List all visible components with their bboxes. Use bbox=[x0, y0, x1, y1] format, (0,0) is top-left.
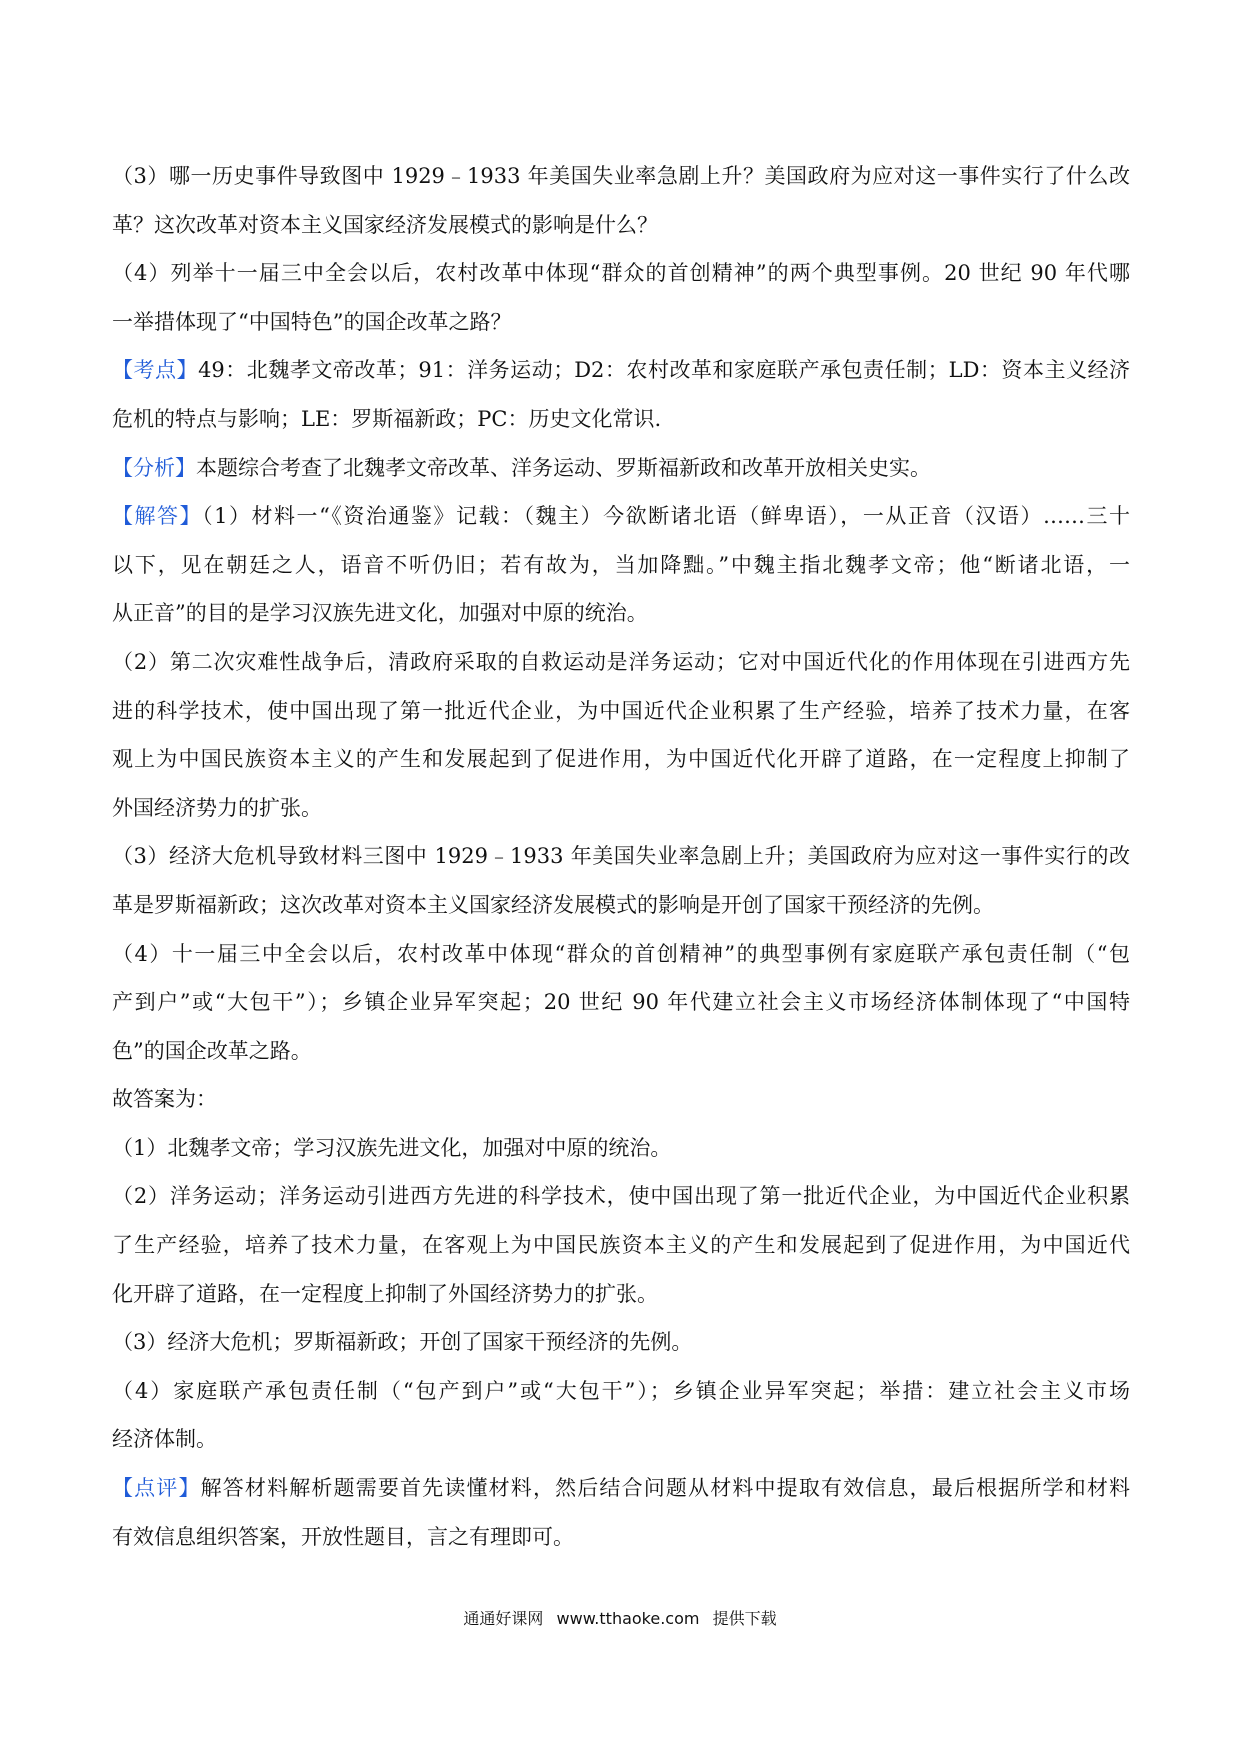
kaodian-tag: 【考点】 bbox=[112, 358, 199, 383]
jieda-p4-line-2: 产到户”或“大包干”）；乡镇企业异军突起；20 世纪 90 年代建立社会主义市场经济体制体现了“中国特 bbox=[112, 990, 1130, 1015]
fenxi-text: 本题综合考查了北魏孝文帝改革、洋务运动、罗斯福新政和改革开放相关史实。 bbox=[196, 455, 931, 480]
jieda-p2-line-1: （2）第二次灾难性战争后，清政府采取的自救运动是洋务运动；它对中国近代化的作用体现在引进西方先 bbox=[112, 649, 1130, 674]
kaodian-line-1 bbox=[112, 346, 1130, 395]
answer-4-line-2: 经济体制。 bbox=[112, 1427, 217, 1452]
answer-3-line-1: （3）经济大危机；罗斯福新政；开创了国家干预经济的先例。 bbox=[112, 1330, 693, 1355]
jieda-p1-line-2: 以下，见在朝廷之人，语音不听仍旧；若有故为，当加降黜。”中魏主指北魏孝文帝；他“断诸北语，一 bbox=[112, 552, 1130, 577]
answer-4-line-1: （4）家庭联产承包责任制（“包产到户”或“大包干”）；乡镇企业异军突起；举措：建立社会主义市场 bbox=[112, 1378, 1130, 1403]
answer-intro: 故答案为： bbox=[112, 1087, 217, 1112]
jieda-p1-text-1: （1）材料一“《资治通鉴》记载：（魏主）今欲断诸北语（鲜卑语），一从正音（汉语）……三十 bbox=[202, 504, 1131, 529]
question-4-line-2: 一举措体现了“中国特色”的国企改革之路？ bbox=[112, 309, 512, 334]
footer-suffix: 提供下载 bbox=[712, 1609, 777, 1628]
jieda-p4-line-3: 色”的国企改革之路。 bbox=[112, 1038, 312, 1063]
jieda-p4-line-1: （4）十一届三中全会以后，农村改革中体现“群众的首创精神”的典型事例有家庭联产承包责任制（“包 bbox=[112, 941, 1130, 966]
question-3-line-1: （3）哪一历史事件导致图中 1929﹣1933 年美国失业率急剧上升？美国政府为应对这一事件实行了什么改 bbox=[112, 164, 1130, 188]
fenxi-tag: 【分析】 bbox=[112, 455, 196, 480]
kaodian-line-2: 危机的特点与影响；LE：罗斯福新政；PC：历史文化常识. bbox=[112, 406, 662, 431]
dianping-tag: 【点评】 bbox=[112, 1476, 201, 1501]
jieda-p3-line-2: 革是罗斯福新政；这次改革对资本主义国家经济发展模式的影响是开创了国家干预经济的先例。 bbox=[112, 892, 994, 917]
jieda-p1-line-3: 从正音”的目的是学习汉族先进文化，加强对中原的统治。 bbox=[112, 601, 648, 626]
jieda-line-1 bbox=[112, 492, 1130, 541]
dianping-line-1 bbox=[112, 1464, 1130, 1513]
question-4-line-1: （4）列举十一届三中全会以后，农村改革中体现“群众的首创精神”的两个典型事例。20 世纪 90 年代哪 bbox=[112, 261, 1130, 286]
kaodian-text-1: 49：北魏孝文帝改革；91：洋务运动；D2：农村改革和家庭联产承包责任制；LD：资本主义经济 bbox=[198, 358, 1131, 383]
answer-2-line-1: （2）洋务运动；洋务运动引进西方先进的科学技术，使中国出现了第一批近代企业，为中国近代企业积累 bbox=[112, 1184, 1130, 1209]
dianping-text-1: 解答材料解析题需要首先读懂材料，然后结合问题从材料中提取有效信息，最后根据所学和材料 bbox=[200, 1476, 1130, 1501]
jieda-p3-line-1: （3）经济大危机导致材料三图中 1929﹣1933 年美国失业率急剧上升；美国政府为应对这一事件实行的改 bbox=[112, 844, 1130, 869]
jieda-p2-line-2: 进的科学技术，使中国出现了第一批近代企业，为中国近代企业积累了生产经验，培养了技术力量，在客 bbox=[112, 698, 1130, 723]
answer-2-line-3: 化开辟了道路，在一定程度上抑制了外国经济势力的扩张。 bbox=[112, 1281, 658, 1306]
document-body bbox=[112, 152, 1130, 1561]
jieda-tag: 【解答】 bbox=[112, 504, 203, 529]
jieda-p2-line-3: 观上为中国民族资本主义的产生和发展起到了促进作用，为中国近代化开辟了道路，在一定程度上抑制了 bbox=[112, 747, 1130, 772]
fenxi-line bbox=[112, 444, 1130, 493]
dianping-line-2: 有效信息组织答案，开放性题目，言之有理即可。 bbox=[112, 1524, 574, 1549]
answer-2-line-2: 了生产经验，培养了技术力量，在客观上为中国民族资本主义的产生和发展起到了促进作用，为中国近代 bbox=[112, 1233, 1130, 1258]
question-3-line-2: 革？这次改革对资本主义国家经济发展模式的影响是什么？ bbox=[112, 212, 658, 237]
footer-site-name: 通通好课网 bbox=[463, 1609, 544, 1628]
jieda-p2-line-4: 外国经济势力的扩张。 bbox=[112, 795, 322, 820]
page-footer bbox=[0, 1606, 1240, 1629]
footer-url[interactable]: www.tthaoke.com bbox=[556, 1609, 700, 1628]
answer-1-line-1: （1）北魏孝文帝；学习汉族先进文化，加强对中原的统治。 bbox=[112, 1135, 672, 1160]
